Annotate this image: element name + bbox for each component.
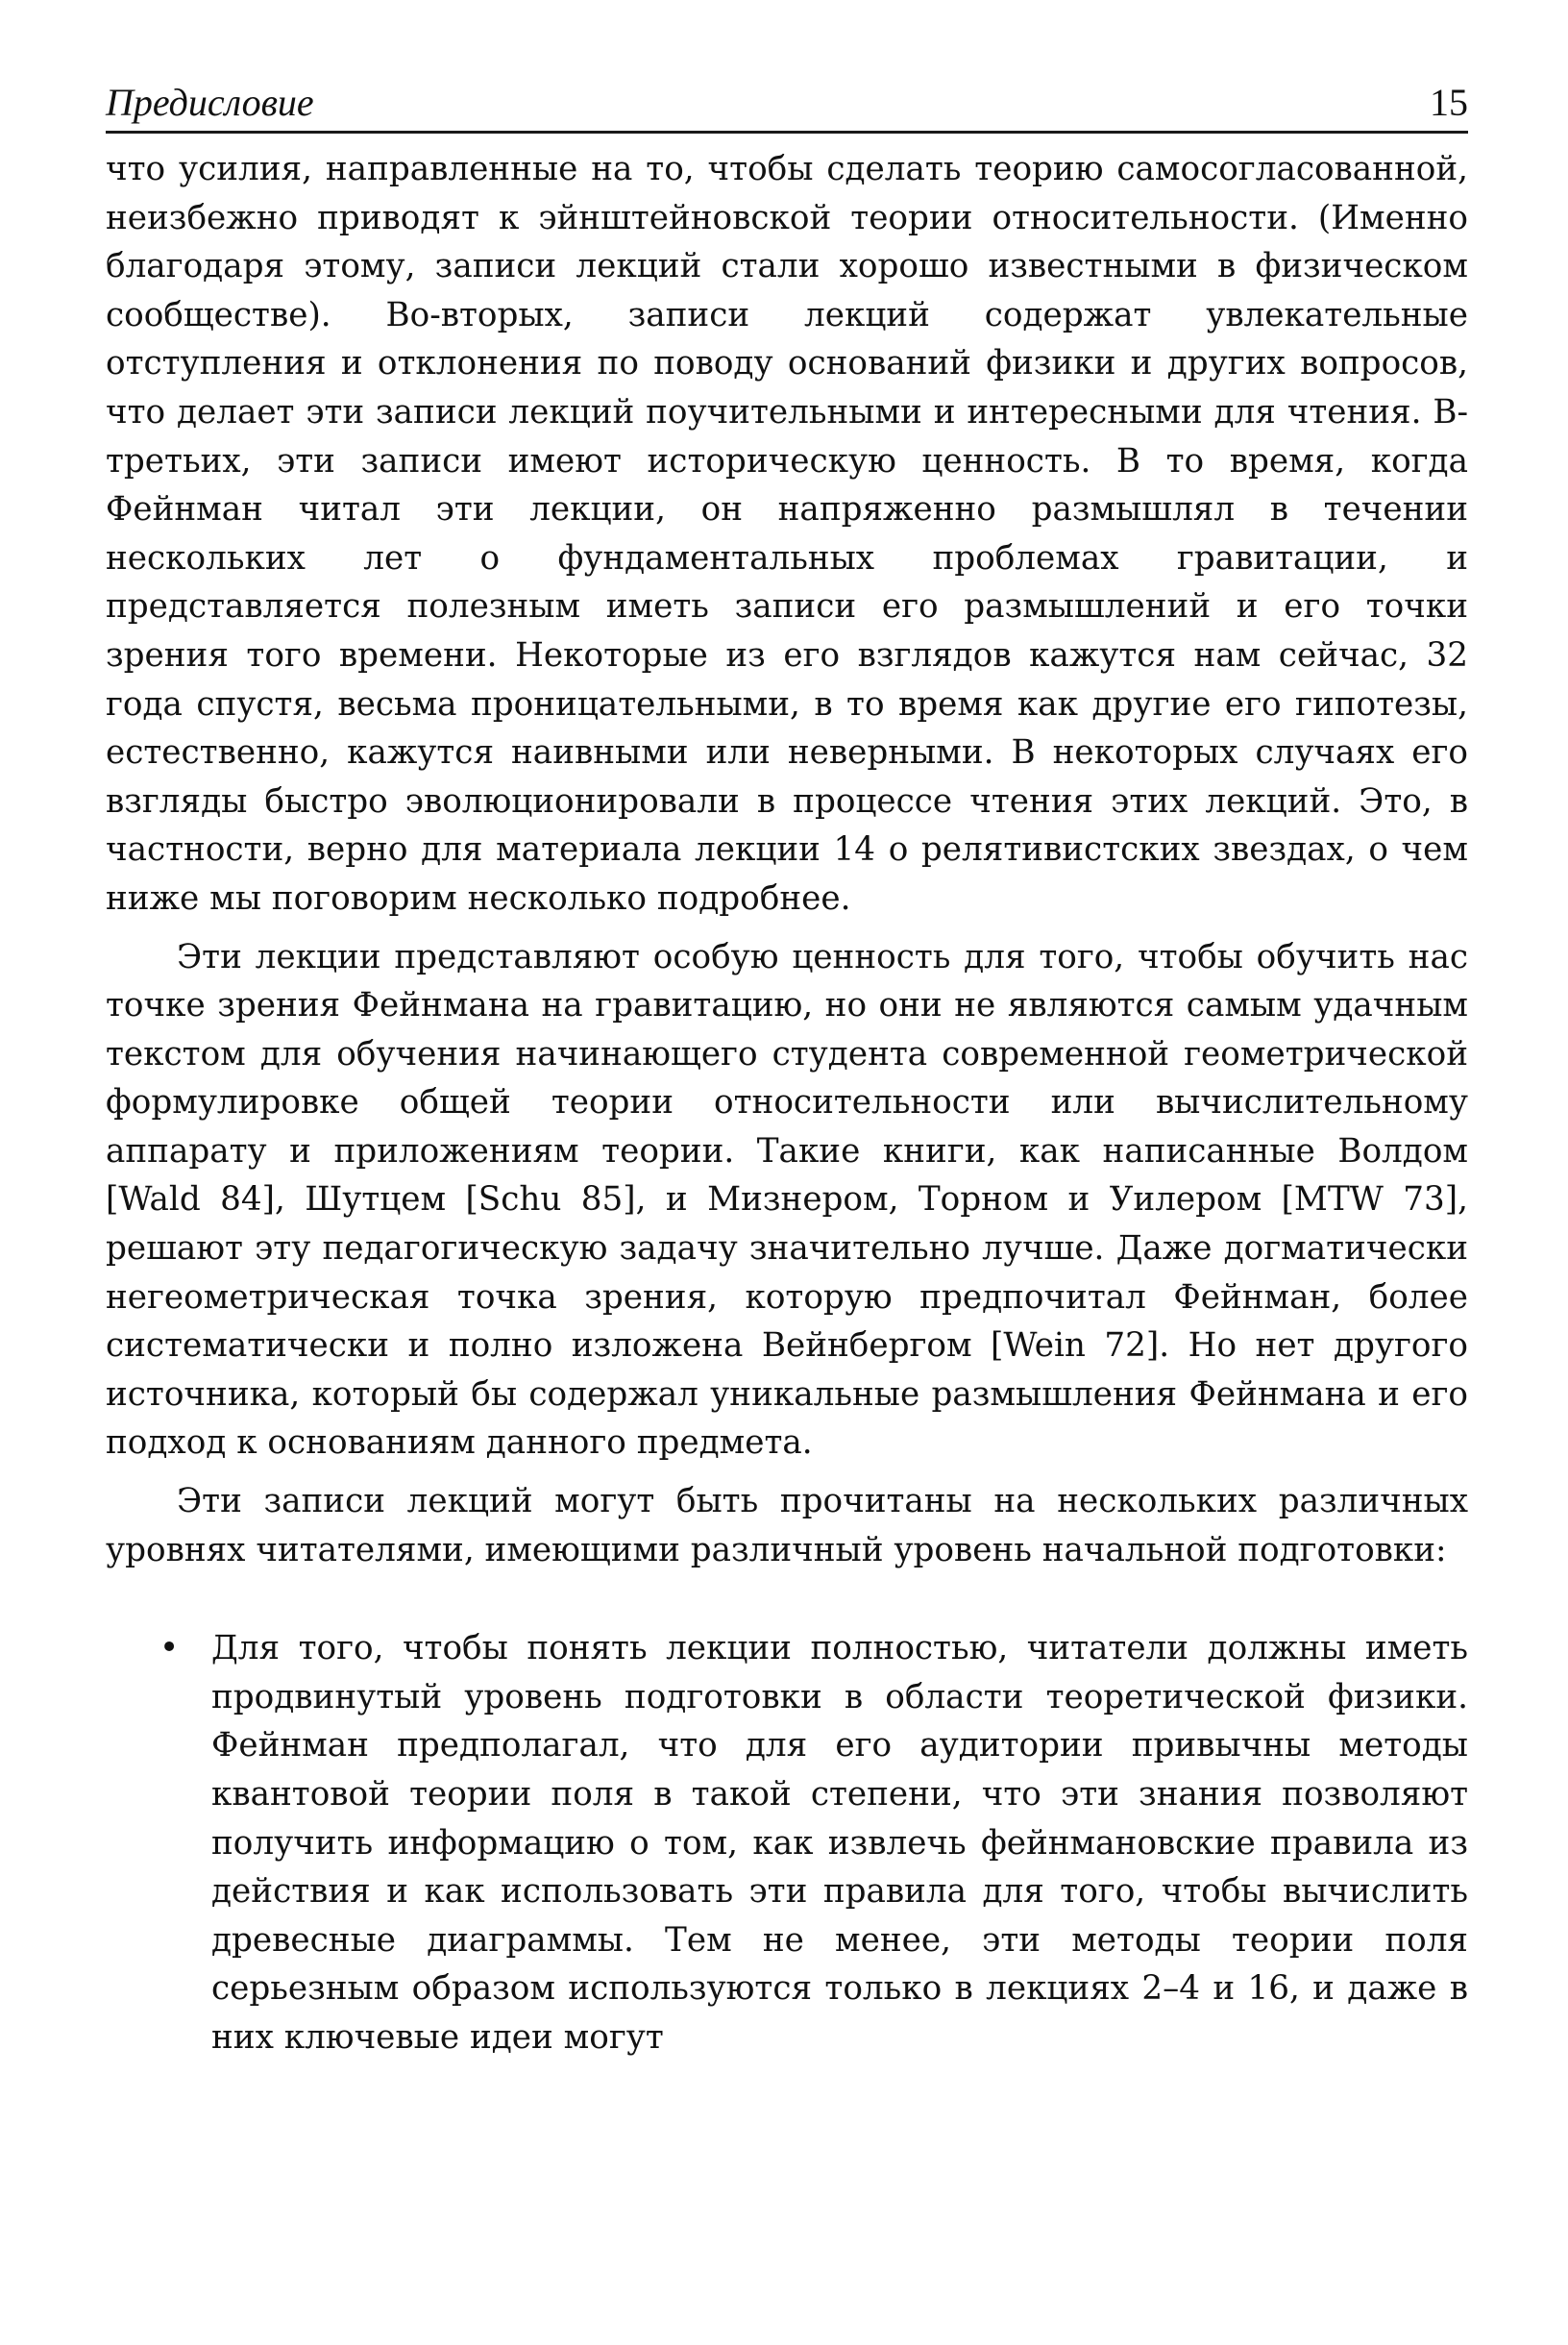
list-item-text: Для того, чтобы понять лекции полностью, читатели должны иметь продвинутый уровень подготовки в области теоретической физики. Фейнман предполагал, что для его аудитории привычны методы квантовой теории поля в такой степени, что эти знания позволяют получить информацию о том, как извлечь фейнмановские правила из действия и как использовать эти правила для того, чтобы вычислить древесные диаграммы. Тем не менее, эти методы теории поля серьезным образом используются только в лекциях 2–4 и 16, и даже в них ключевые идеи могут xyxy=(211,1629,1468,2057)
chapter-title: Предисловие xyxy=(106,81,314,124)
running-header xyxy=(106,77,1468,134)
bullet-list xyxy=(106,1624,1468,2061)
page-number: 15 xyxy=(1430,81,1468,124)
list-item xyxy=(106,1624,1468,2061)
book-page xyxy=(106,77,1468,2062)
bullet-marker: • xyxy=(159,1629,180,1668)
paragraph: Эти лекции представляют особую ценность для того, чтобы обучить нас точке зрения Фейнмана на гравитацию, но они не являются самым удачным текстом для обучения начинающего студента современной геометрической формулировке общей теории относительности или вычислительному аппарату и приложениям теории. Такие книги, как написанные Волдом [Wald 84], Шутцем [Schu 85], и Мизнером, Торном и Уилером [MTW 73], решают эту педагогическую задачу значительно лучше. Даже догматически негеометрическая точка зрения, которую предпочитал Фейнман, более систематически и полно изложена Вейнбергом [Wein 72]. Но нет другого источника, который бы содержал уникальные размышления Фейнмана и его подход к основаниям данного предмета. xyxy=(106,937,1468,1463)
paragraph-continued: что усилия, направленные на то, чтобы сделать теорию самосогласованной, неизбежно приводят к эйнштейновской теории относительности. (Именно благодаря этому, записи лекций стали хорошо известными в физическом сообществе). Во-вторых, записи лекций содержат увлекательные отступления и отклонения по поводу оснований физики и других вопросов, что делает эти записи лекций поучительными и интересными для чтения. В-третьих, эти записи имеют историческую ценность. В то время, когда Фейнман читал эти лекции, он напряженно размышлял в течении нескольких лет о фундаментальных проблемах гравитации, и представляется полезным иметь записи его размышлений и его точки зрения того времени. Некоторые из его взглядов кажутся нам сейчас, 32 года спустя, весьма проницательными, в то время как другие его гипотезы, естественно, кажутся наивными или неверными. В некоторых случаях его взгляды быстро эволюционировали в процессе чтения этих лекций. Это, в частности, верно для материала лекции 14 о релятивистских звездах, о чем ниже мы поговорим несколько подробнее. xyxy=(106,150,1468,918)
paragraph: Эти записи лекций могут быть прочитаны на нескольких различных уровнях читателями, имеющими различный уровень начальной подготовки: xyxy=(106,1482,1468,1569)
body-text xyxy=(106,145,1468,2062)
